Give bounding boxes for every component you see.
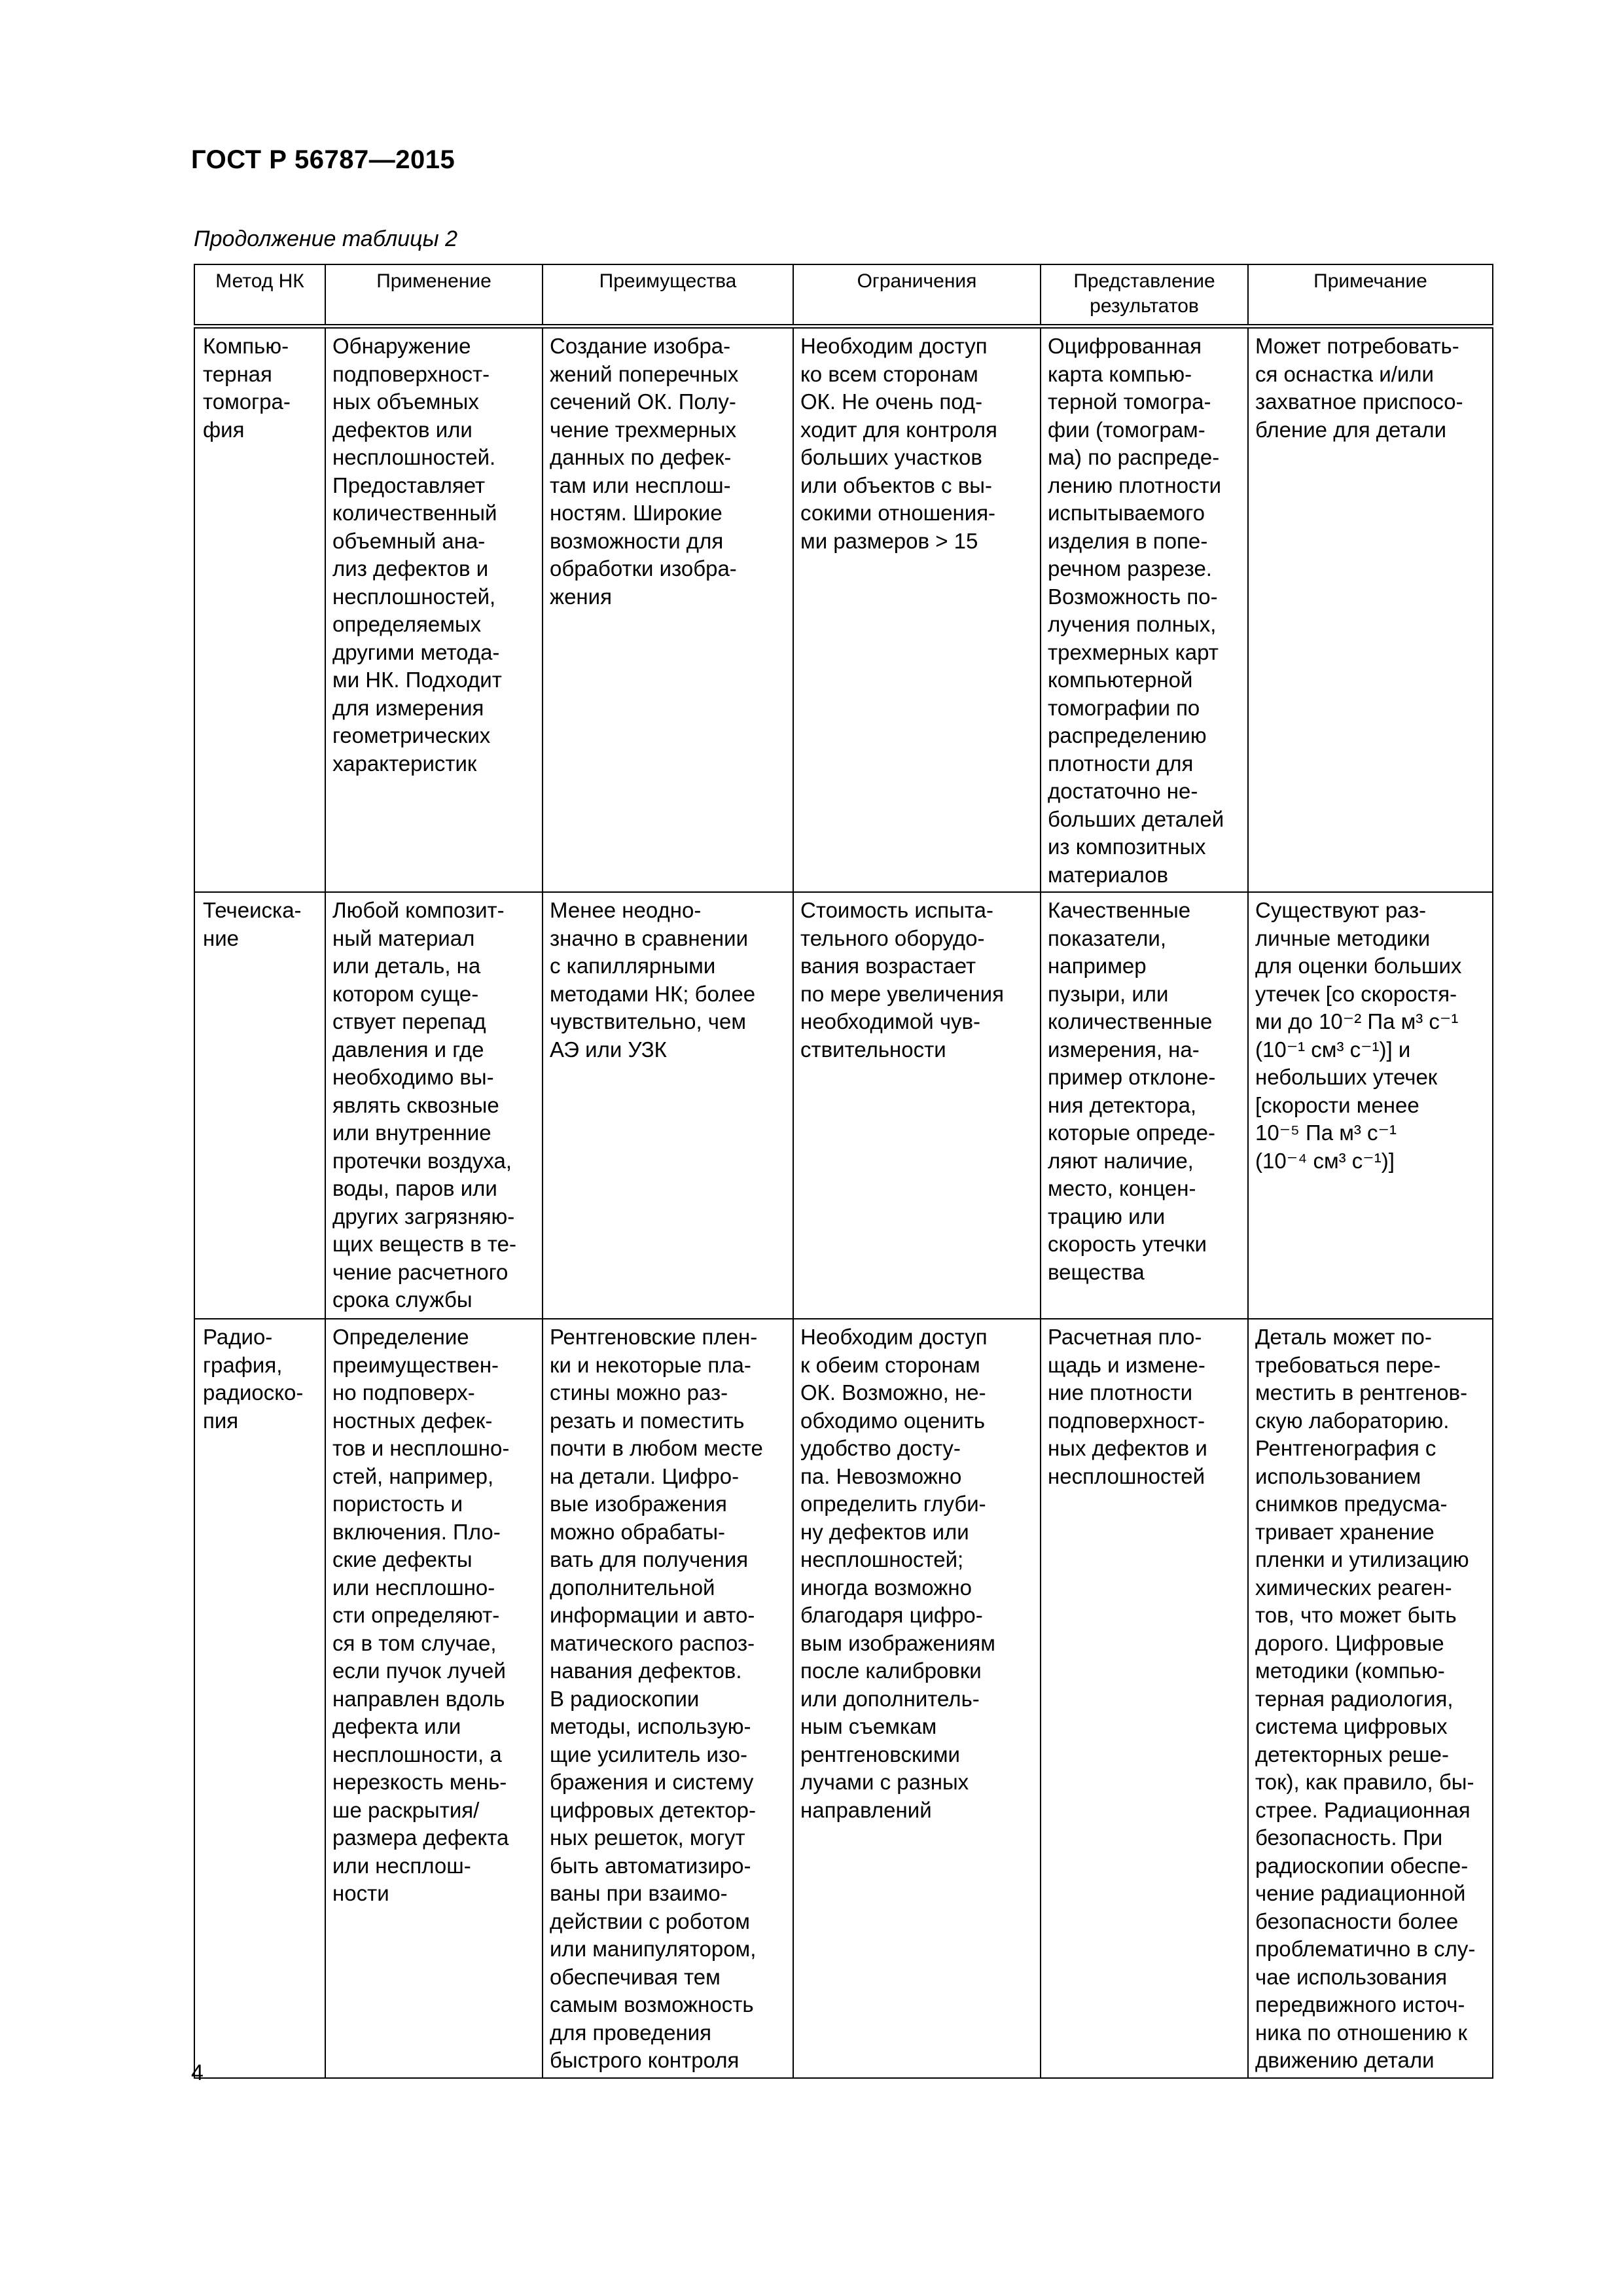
column-header-results: Представление результатов — [1041, 264, 1248, 327]
cell-limitations: Необходим доступ к обеим сторонам ОК. Возможно, не- обходимо оценить удобство досту- па. Невозможно определить глуби- ну дефектов или несплошностей; иногда возможно благодаря цифро- вым изображениям после калибровки или дополнитель- ным съемкам рентгеновскими лучами с разных направлений — [793, 1319, 1041, 2078]
cell-results: Расчетная пло- щадь и измене- ние плотности подповерхност- ных дефектов и несплошностей — [1041, 1319, 1248, 2078]
ndt-methods-table — [194, 264, 1493, 2079]
column-header-limitations: Ограничения — [793, 264, 1041, 327]
table-row — [194, 1319, 1493, 2078]
cell-method: Течеиска- ние — [194, 892, 325, 1319]
column-header-advantages: Преимущества — [543, 264, 793, 327]
cell-method: Радио- графия, радиоско- пия — [194, 1319, 325, 2078]
cell-limitations: Необходим доступ ко всем сторонам ОК. Не очень под- ходит для контроля больших участков или объектов с вы- сокими отношения- ми размеров > 15 — [793, 327, 1041, 893]
table-caption: Продолжение таблицы 2 — [194, 226, 457, 251]
cell-note: Существуют раз- личные методики для оценки больших утечек [со скоростя- ми до 10⁻² Па м³ с⁻¹ (10⁻¹ см³ с⁻¹)] и небольших утечек [скорости менее 10⁻⁵ Па м³ с⁻¹ (10⁻⁴ см³ с⁻¹)] — [1248, 892, 1493, 1319]
cell-limitations: Стоимость испыта- тельного оборудо- вания возрастает по мере увеличения необходимой чув- ствительности — [793, 892, 1041, 1319]
cell-advantages: Создание изобра- жений поперечных сечений ОК. Полу- чение трехмерных данных по дефек- там или несплош- ностям. Широкие возможности для обработки изобра- жения — [543, 327, 793, 893]
table-row — [194, 892, 1493, 1319]
cell-application: Любой композит- ный материал или деталь, на котором суще- ствует перепад давления и где необходимо вы- являть сквозные или внутренние протечки воздуха, воды, паров или других загрязняю- щих веществ в те- чение расчетного срока службы — [325, 892, 543, 1319]
cell-results: Качественные показатели, например пузыри, или количественные измерения, на- пример отклоне- ния детектора, которые опреде- ляют наличие, место, концен- трацию или скорость утечки вещества — [1041, 892, 1248, 1319]
column-header-application: Применение — [325, 264, 543, 327]
column-header-method: Метод НК — [194, 264, 325, 327]
column-header-note: Примечание — [1248, 264, 1493, 327]
cell-application: Определение преимуществен- но подповерх- ностных дефек- тов и несплошно- стей, например, пористость и включения. Пло- ские дефекты или несплошно- сти определяют- ся в том случае, если пучок лучей направлен вдоль дефекта или несплошности, а нерезкость мень- ше раскрытия/ размера дефекта или несплош- ности — [325, 1319, 543, 2078]
page-number: 4 — [191, 2060, 204, 2085]
cell-advantages: Рентгеновские плен- ки и некоторые пла- стины можно раз- резать и поместить почти в любом месте на детали. Цифро- вые изображения можно обрабаты- вать для получения дополнительной информации и авто- матического распоз- навания дефектов. В радиоскопии методы, использую- щие усилитель изо- бражения и систему цифровых детектор- ных решеток, могут быть автоматизиро- ваны при взаимо- действии с роботом или манипулятором, обеспечивая тем самым возможность для проведения быстрого контроля — [543, 1319, 793, 2078]
cell-method: Компью- терная томогра- фия — [194, 327, 325, 893]
document-header: ГОСТ Р 56787—2015 — [191, 145, 455, 174]
table-row — [194, 327, 1493, 893]
cell-note: Деталь может по- требоваться пере- местить в рентгенов- скую лабораторию. Рентгенография с использованием снимков предусма- тривает хранение пленки и утилизацию химических реаген- тов, что может быть дорого. Цифровые методики (компью- терная радиология, система цифровых детекторных реше- ток), как правило, бы- стрее. Радиационная безопасность. При радиоскопии обеспе- чение радиационной безопасности более проблематично в слу- чае использования передвижного источ- ника по отношению к движению детали — [1248, 1319, 1493, 2078]
cell-advantages: Менее неодно- значно в сравнении с капиллярными методами НК; более чувствительно, чем АЭ или УЗК — [543, 892, 793, 1319]
cell-results: Оцифрованная карта компью- терной томогра- фии (томограм- ма) по распреде- лению плотности испытываемого изделия в попе- речном разрезе. Возможность по- лучения полных, трехмерных карт компьютерной томографии по распределению плотности для достаточно не- больших деталей из композитных материалов — [1041, 327, 1248, 893]
cell-note: Может потребовать- ся оснастка и/или захватное приспосо- бление для детали — [1248, 327, 1493, 893]
cell-application: Обнаружение подповерхност- ных объемных дефектов или несплошностей. Предоставляет количественный объемный ана- лиз дефектов и несплошностей, определяемых другими метода- ми НК. Подходит для измерения геометрических характеристик — [325, 327, 543, 893]
table-header-row — [194, 264, 1493, 327]
